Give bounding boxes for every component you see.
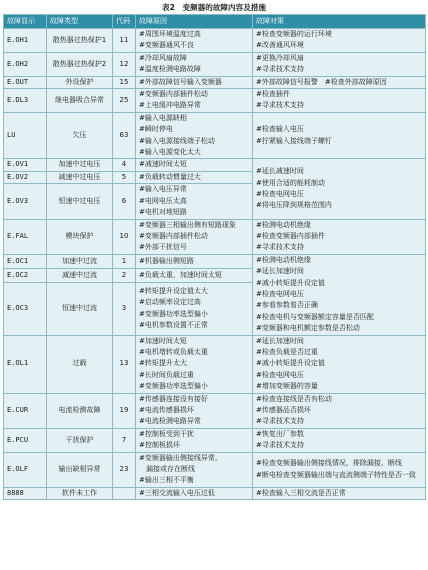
fault-cause xyxy=(136,89,253,113)
fault-number: 25 xyxy=(113,89,136,113)
fault-number: 10 xyxy=(113,219,136,254)
fault-cause-line: #减速时间太短 xyxy=(139,160,187,169)
fault-fix-line: #减小转矩提升设定值 xyxy=(256,359,325,368)
fault-fix-line: #检测电动机绝缘 xyxy=(256,255,311,264)
fault-cause xyxy=(136,219,253,254)
table-row xyxy=(4,487,426,499)
fault-cause-line: #加速时间太短 xyxy=(139,336,187,345)
fault-fix-line: #断电检查变频器输出端与直流侧端子特性是否一致 xyxy=(256,470,416,479)
table-row xyxy=(4,89,426,113)
fault-fix-line: #检查连接线是否有松动 xyxy=(256,394,332,403)
fault-type: 过载 xyxy=(47,335,113,393)
fault-cause-line: #变频器三相输出侧有短路现象 xyxy=(139,220,236,229)
fault-type: 加速中过流 xyxy=(47,254,113,268)
table-row xyxy=(4,112,426,159)
table-row xyxy=(4,254,426,268)
fault-cause-line: #转矩提升太大 xyxy=(139,359,187,368)
fault-type: 输出缺相异常 xyxy=(47,452,113,487)
fault-display-code: E.OH2 xyxy=(4,52,47,76)
fault-number: 63 xyxy=(113,112,136,159)
fault-fix-line: #将电压降到规格范围内 xyxy=(256,201,332,210)
fault-fix xyxy=(253,76,426,88)
fault-cause-line: #电流检测电路异常 xyxy=(139,417,201,426)
fault-number: 2 xyxy=(113,268,136,282)
fault-fix xyxy=(253,487,426,499)
fault-cause xyxy=(136,159,253,171)
fault-fix xyxy=(253,29,426,53)
fault-fix-line: #减小转矩提升设定值 xyxy=(256,278,325,287)
fault-number: 6 xyxy=(113,184,136,219)
fault-cause-line: #输入电源变化太大 xyxy=(139,148,201,157)
fault-cause-line: #电机对地短路 xyxy=(139,208,187,217)
fault-cause-line: 漏接或存在断线 xyxy=(139,465,195,474)
fault-cause-line: #变频器内部插件松动 xyxy=(139,90,208,99)
fault-fix-line: #恢复出厂参数 xyxy=(256,429,304,438)
fault-fix xyxy=(253,254,426,335)
fault-cause-line: #电流传感器损坏 xyxy=(139,406,194,414)
fault-display-code: E.OUT xyxy=(4,76,47,88)
fault-fix-line: #变频器和电机额定参数是否松动 xyxy=(256,324,360,333)
fault-cause-line: #输入电源缺相 xyxy=(139,113,187,122)
fault-display-code: LU xyxy=(4,112,47,159)
fault-cause xyxy=(136,487,253,499)
fault-cause-line: #输出三相不平衡 xyxy=(139,476,194,485)
fault-fix xyxy=(253,335,426,393)
fault-number: 5 xyxy=(113,171,136,183)
fault-fix-line: #检查电网电压 xyxy=(256,289,304,298)
table-row xyxy=(4,428,426,452)
fault-display-code: E.OC2 xyxy=(4,268,47,282)
fault-type: 外设保护 xyxy=(47,76,113,88)
fault-cause xyxy=(136,393,253,428)
table-title: 表2 变频器的故障内容及措施 xyxy=(161,3,266,12)
header-cause: 故障原因 xyxy=(136,15,253,29)
fault-cause-line: #转矩提升设定值太大 xyxy=(139,286,208,295)
fault-fix-line: #延长加速时间 xyxy=(256,267,304,276)
fault-number: 11 xyxy=(113,29,136,53)
fault-cause xyxy=(136,52,253,76)
fault-type: 电流检测故障 xyxy=(47,393,113,428)
fault-cause-line: #瞬时停电 xyxy=(139,125,173,134)
fault-fix xyxy=(253,112,426,159)
fault-cause-line: #传感器连接没有接好 xyxy=(139,394,208,403)
header-type: 故障类型 xyxy=(47,15,113,29)
fault-cause-line: #冷却风扇故障 xyxy=(139,53,187,62)
fault-type: 欠压 xyxy=(47,112,113,159)
fault-cause-line: #负载转动惯量过大 xyxy=(139,172,201,181)
fault-cause xyxy=(136,282,253,335)
table-row xyxy=(4,76,426,88)
fault-type: 散热器过热保护2 xyxy=(47,52,113,76)
fault-number: 7 xyxy=(113,428,136,452)
table-row xyxy=(4,29,426,53)
header-display: 故障显示 xyxy=(4,15,47,29)
fault-number: 19 xyxy=(113,393,136,428)
fault-cause-line: #变频器通风不良 xyxy=(139,41,194,50)
fault-cause xyxy=(136,452,253,487)
fault-cause-line: #控制板损坏 xyxy=(139,441,180,450)
fault-cause-line: #温度检测电路故障 xyxy=(139,65,201,74)
fault-fix-line: #外部故障信号报警 #检查外部故障原因 xyxy=(256,77,387,86)
fault-fix-line: #寻求技术支持 xyxy=(256,417,304,426)
fault-fix-line: #寻求技术支持 xyxy=(256,441,304,450)
fault-display-code: E.FAL xyxy=(4,219,47,254)
fault-display-code: 8888 xyxy=(4,487,47,499)
fault-fix-line: #检查负载是否过重 xyxy=(256,347,318,356)
fault-cause-line: #变频器内部插件松动 xyxy=(139,231,208,240)
fault-cause-line: #控制板受到干扰 xyxy=(139,429,194,438)
fault-cause-line: #电机堵转或负载太重 xyxy=(139,347,208,356)
fault-display-code: E.OC3 xyxy=(4,282,47,335)
fault-type: 恒速中过电压 xyxy=(47,184,113,219)
fault-fix-line: #检查输入三相交流是否正常 xyxy=(256,488,346,497)
fault-fix-line: #延长加速时间 xyxy=(256,336,304,345)
fault-cause-line: #外部故障信号输入变频器 xyxy=(139,77,222,86)
table-header-row xyxy=(4,15,426,29)
fault-fix xyxy=(253,428,426,452)
fault-type: 模块保护 xyxy=(47,219,113,254)
fault-fix xyxy=(253,89,426,113)
fault-fix-line: #延长减速时间 xyxy=(256,167,304,176)
table-row xyxy=(4,452,426,487)
fault-display-code: E.CUR xyxy=(4,393,47,428)
fault-number xyxy=(113,487,136,499)
fault-fix xyxy=(253,452,426,487)
fault-cause-line: #机器输出侧短路 xyxy=(139,256,194,265)
fault-cause xyxy=(136,76,253,88)
fault-fix-line: #检查输入电压 xyxy=(256,125,304,134)
table-row xyxy=(4,335,426,393)
fault-fix-line: #使用合适的能耗制动 xyxy=(256,178,325,187)
fault-display-code: E.OH1 xyxy=(4,29,47,53)
header-code: 代码 xyxy=(113,15,136,29)
fault-cause xyxy=(136,171,253,183)
fault-fix-line: #改善通风环境 xyxy=(256,41,304,50)
table-row xyxy=(4,393,426,428)
fault-fix xyxy=(253,393,426,428)
fault-fix-line: #检查电网电压 xyxy=(256,189,304,198)
fault-type: 软件未工作 xyxy=(47,487,113,499)
fault-number: 15 xyxy=(113,76,136,88)
fault-display-code: E.OV1 xyxy=(4,159,47,171)
fault-cause xyxy=(136,112,253,159)
fault-cause-line: #变频器功率选型偏小 xyxy=(139,309,208,318)
fault-fix-line: #检查变频器输出侧接线情况，排除漏接、断线 xyxy=(256,459,402,468)
fault-cause-line: #电机参数设置不正常 xyxy=(139,321,208,330)
table-row xyxy=(4,52,426,76)
fault-display-code: E.OC1 xyxy=(4,254,47,268)
fault-fix-line: #检查电网电压 xyxy=(256,370,304,379)
fault-cause-line: #变频器输出侧接线异常， xyxy=(139,453,222,462)
fault-type: 散热器过热保护1 xyxy=(47,29,113,53)
fault-cause-line: #外部干扰信号 xyxy=(139,243,187,252)
fault-table xyxy=(3,14,426,500)
fault-fix xyxy=(253,219,426,254)
fault-fix-line: #更换冷却风扇 xyxy=(256,53,304,62)
fault-number: 23 xyxy=(113,452,136,487)
fault-number: 12 xyxy=(113,52,136,76)
fault-fix-line: #拧紧输入接线端子螺钉 xyxy=(256,136,332,145)
fault-cause-line: #变频器功率选型偏小 xyxy=(139,382,208,391)
table-row xyxy=(4,219,426,254)
fault-type: 减速中过电压 xyxy=(47,171,113,183)
fault-display-code: E.DL3 xyxy=(4,89,47,113)
fault-display-code: E.OLF xyxy=(4,452,47,487)
fault-display-code: E.OV3 xyxy=(4,184,47,219)
fault-fix-line: #检测电动机绝缘 xyxy=(256,220,311,229)
fault-fix-line: #检查插件 xyxy=(256,90,290,99)
fault-fix xyxy=(253,52,426,76)
fault-cause-line: #周围环境温度过高 xyxy=(139,30,201,38)
fault-cause xyxy=(136,268,253,282)
fault-fix-line: #检查电机与变频器额定容量是否匹配 xyxy=(256,312,374,321)
fault-fix xyxy=(253,159,426,219)
fault-cause-line: #长时间负载过重 xyxy=(139,370,194,379)
fault-cause-line: #输入电压异常 xyxy=(139,185,187,194)
fault-number: 1 xyxy=(113,254,136,268)
fault-display-code: E.PCU xyxy=(4,428,47,452)
fault-cause-line: #输入电源接线端子松动 xyxy=(139,136,215,145)
fault-type: 加速中过电压 xyxy=(47,159,113,171)
fault-type: 恒速中过流 xyxy=(47,282,113,335)
fault-cause-line: #负载太重，加速时间太短 xyxy=(139,270,222,279)
fault-fix-line: #寻求技术支持 xyxy=(256,243,304,252)
fault-fix-line: #增加变频器的容量 xyxy=(256,382,318,391)
fault-number: 4 xyxy=(113,159,136,171)
fault-cause xyxy=(136,335,253,393)
fault-fix-line: #传感器品否损坏 xyxy=(256,406,311,414)
fault-type: 减速中过流 xyxy=(47,268,113,282)
fault-cause xyxy=(136,29,253,53)
fault-type: 继电器吸合异常 xyxy=(47,89,113,113)
fault-display-code: E.OL1 xyxy=(4,335,47,393)
fault-cause-line: #启动频率设定过高 xyxy=(139,298,201,307)
fault-number: 13 xyxy=(113,335,136,393)
table-body xyxy=(4,29,426,500)
fault-type: 干扰保护 xyxy=(47,428,113,452)
fault-fix-line: #检查变频器的运行环境 xyxy=(256,30,332,38)
fault-cause-line: #三相交流输入电压过低 xyxy=(139,488,215,497)
fault-cause xyxy=(136,184,253,219)
fault-fix-line: #参看参数看否正确 xyxy=(256,301,318,310)
fault-cause xyxy=(136,428,253,452)
fault-fix-line: #检查变频器内部插件 xyxy=(256,231,325,240)
fault-cause-line: #上电缓冲电路异常 xyxy=(139,101,201,110)
fault-display-code: E.OV2 xyxy=(4,171,47,183)
fault-fix-line: #寻求技术支持 xyxy=(256,101,304,110)
table-row xyxy=(4,159,426,171)
fault-cause-line: #电网电压太高 xyxy=(139,196,187,205)
fault-cause xyxy=(136,254,253,268)
header-fix: 故障对策 xyxy=(253,15,426,29)
fault-fix-line: #寻求技术支持 xyxy=(256,65,304,74)
fault-number: 3 xyxy=(113,282,136,335)
